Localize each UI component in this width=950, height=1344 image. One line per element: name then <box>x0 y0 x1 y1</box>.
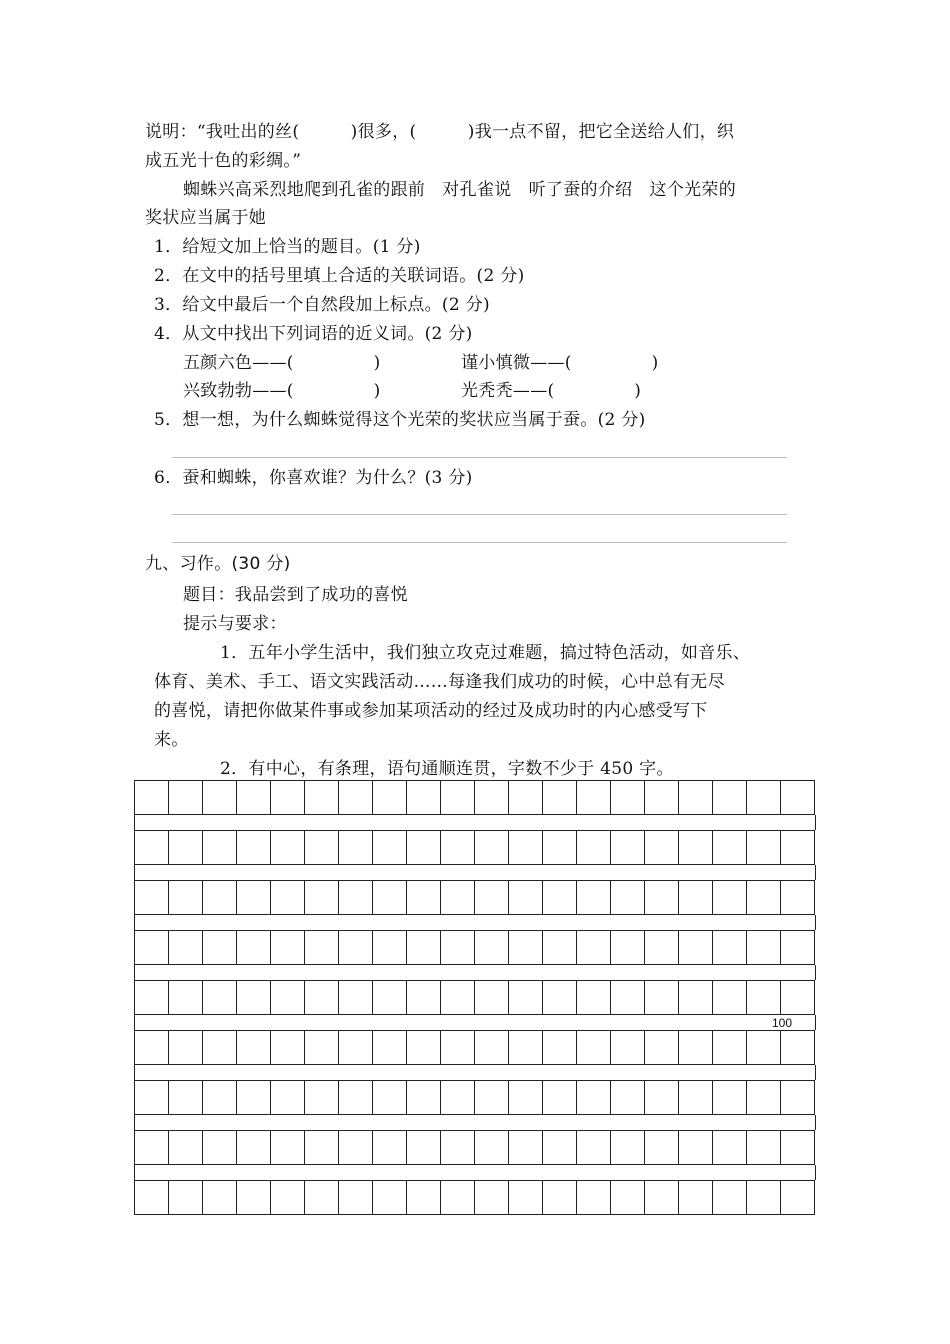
question-3: 3．给文中最后一个自然段加上标点。(2 分) <box>154 295 490 315</box>
grid-cell[interactable] <box>747 930 781 965</box>
grid-cell[interactable] <box>169 930 203 965</box>
grid-cell[interactable] <box>407 930 441 965</box>
composition-topic: 题目：我品尝到了成功的喜悦 <box>183 585 408 605</box>
grid-cell[interactable] <box>475 830 509 865</box>
grid-cell[interactable] <box>611 1080 645 1115</box>
grid-row <box>134 1030 815 1065</box>
grid-cell[interactable] <box>203 1080 237 1115</box>
grid-cell[interactable] <box>679 1080 713 1115</box>
grid-cell[interactable] <box>475 1180 509 1215</box>
grid-cell[interactable] <box>713 1030 747 1065</box>
grid-cell[interactable] <box>237 1180 271 1215</box>
grid-cell[interactable] <box>169 780 203 815</box>
grid-cell[interactable] <box>781 980 815 1015</box>
grid-cell[interactable] <box>237 1130 271 1165</box>
passage-line: 蜘蛛兴高采烈地爬到孔雀的跟前 对孔雀说 听了蚕的介绍 这个光荣的 <box>183 180 737 200</box>
grid-row-gap <box>134 865 816 880</box>
grid-cell[interactable] <box>679 930 713 965</box>
grid-cell[interactable] <box>237 830 271 865</box>
grid-cell[interactable] <box>441 1080 475 1115</box>
grid-cell[interactable] <box>509 780 543 815</box>
grid-cell[interactable] <box>577 930 611 965</box>
grid-cell[interactable] <box>679 780 713 815</box>
grid-cell[interactable] <box>169 1130 203 1165</box>
grid-cell[interactable] <box>475 880 509 915</box>
requirement-line: 1．五年小学生活中，我们独立攻克过难题，搞过特色活动，如音乐、 <box>220 643 751 663</box>
grid-cell[interactable] <box>237 980 271 1015</box>
grid-cell[interactable] <box>713 880 747 915</box>
grid-cell[interactable] <box>679 880 713 915</box>
grid-cell[interactable] <box>373 980 407 1015</box>
grid-cell[interactable] <box>271 880 305 915</box>
grid-cell[interactable] <box>237 930 271 965</box>
grid-cell[interactable] <box>339 1080 373 1115</box>
grid-cell[interactable] <box>747 830 781 865</box>
grid-cell[interactable] <box>611 830 645 865</box>
grid-cell[interactable] <box>339 1130 373 1165</box>
grid-cell[interactable] <box>271 1080 305 1115</box>
grid-cell[interactable] <box>543 1080 577 1115</box>
answer-line[interactable] <box>172 514 787 515</box>
grid-cell[interactable] <box>577 780 611 815</box>
grid-cell[interactable] <box>645 830 679 865</box>
grid-cell[interactable] <box>679 980 713 1015</box>
answer-line[interactable] <box>172 542 787 543</box>
grid-cell[interactable] <box>407 980 441 1015</box>
grid-cell[interactable] <box>203 880 237 915</box>
passage-line: 奖状应当属于她 <box>145 208 267 228</box>
grid-cell[interactable] <box>203 980 237 1015</box>
grid-row-gap <box>134 915 816 930</box>
passage-line: 成五光十色的彩绸。” <box>145 151 302 171</box>
requirement-line: 体育、美术、手工、语文实践活动……每逢我们成功的时候，心中总有无尽 <box>154 672 725 692</box>
question-5: 5．想一想，为什么蜘蛛觉得这个光荣的奖状应当属于蚕。(2 分) <box>154 410 646 430</box>
grid-cell[interactable] <box>543 1180 577 1215</box>
passage-line: 说明：“我吐出的丝( )很多，( )我一点不留，把它全送给人们，织 <box>145 122 735 142</box>
synonym-item: 光秃秃——( ) <box>461 381 642 401</box>
question-6: 6．蚕和蜘蛛，你喜欢谁？为什么？(3 分) <box>154 468 473 488</box>
grid-cell[interactable] <box>135 930 169 965</box>
grid-cell[interactable] <box>611 980 645 1015</box>
grid-cell[interactable] <box>135 830 169 865</box>
hint-label: 提示与要求： <box>183 614 287 634</box>
grid-cell[interactable] <box>747 1030 781 1065</box>
grid-cell[interactable] <box>441 980 475 1015</box>
grid-cell[interactable] <box>611 1030 645 1065</box>
grid-cell[interactable] <box>747 880 781 915</box>
grid-cell[interactable] <box>713 1180 747 1215</box>
grid-cell[interactable] <box>169 1080 203 1115</box>
word-count-mark: 100 <box>772 1016 793 1030</box>
grid-row <box>134 880 815 915</box>
grid-cell[interactable] <box>713 980 747 1015</box>
grid-cell[interactable] <box>441 830 475 865</box>
grid-cell[interactable] <box>747 1180 781 1215</box>
grid-cell[interactable] <box>543 780 577 815</box>
grid-row-gap <box>134 1115 816 1130</box>
grid-cell[interactable] <box>169 1030 203 1065</box>
grid-cell[interactable] <box>407 880 441 915</box>
grid-cell[interactable] <box>781 1030 815 1065</box>
grid-cell[interactable] <box>373 930 407 965</box>
grid-cell[interactable] <box>441 1030 475 1065</box>
grid-cell[interactable] <box>781 1130 815 1165</box>
grid-cell[interactable] <box>407 1030 441 1065</box>
grid-cell[interactable] <box>169 830 203 865</box>
grid-cell[interactable] <box>509 830 543 865</box>
grid-cell[interactable] <box>645 880 679 915</box>
grid-cell[interactable] <box>203 1030 237 1065</box>
grid-cell[interactable] <box>305 1130 339 1165</box>
grid-cell[interactable] <box>339 930 373 965</box>
grid-cell[interactable] <box>781 1080 815 1115</box>
grid-row <box>134 780 815 815</box>
grid-cell[interactable] <box>407 1080 441 1115</box>
grid-cell[interactable] <box>543 930 577 965</box>
grid-cell[interactable] <box>509 880 543 915</box>
grid-cell[interactable] <box>475 780 509 815</box>
grid-cell[interactable] <box>339 1180 373 1215</box>
grid-row <box>134 930 815 965</box>
grid-cell[interactable] <box>611 1180 645 1215</box>
grid-cell[interactable] <box>339 880 373 915</box>
grid-cell[interactable] <box>577 1130 611 1165</box>
grid-cell[interactable] <box>509 1180 543 1215</box>
question-4: 4．从文中找出下列词语的近义词。(2 分) <box>154 324 473 344</box>
grid-cell[interactable] <box>373 1130 407 1165</box>
grid-cell[interactable] <box>509 930 543 965</box>
synonym-item: 兴致勃勃——( ) <box>183 381 381 401</box>
grid-cell[interactable] <box>339 1030 373 1065</box>
grid-cell[interactable] <box>679 1180 713 1215</box>
grid-row-gap <box>134 1015 816 1030</box>
grid-cell[interactable] <box>203 930 237 965</box>
grid-cell[interactable] <box>169 980 203 1015</box>
grid-cell[interactable] <box>271 1180 305 1215</box>
requirement-line: 的喜悦，请把你做某件事或参加某项活动的经过及成功时的内心感受写下 <box>154 701 708 721</box>
grid-row-gap <box>134 965 816 980</box>
grid-cell[interactable] <box>781 880 815 915</box>
grid-cell[interactable] <box>577 1080 611 1115</box>
grid-cell[interactable] <box>203 830 237 865</box>
grid-cell[interactable] <box>339 980 373 1015</box>
grid-cell[interactable] <box>373 1180 407 1215</box>
grid-cell[interactable] <box>373 1030 407 1065</box>
grid-cell[interactable] <box>509 1030 543 1065</box>
grid-cell[interactable] <box>475 1130 509 1165</box>
grid-row <box>134 980 815 1015</box>
synonym-item: 谨小慎微——( ) <box>461 353 659 373</box>
grid-cell[interactable] <box>135 980 169 1015</box>
grid-cell[interactable] <box>441 780 475 815</box>
grid-cell[interactable] <box>747 1130 781 1165</box>
grid-cell[interactable] <box>543 880 577 915</box>
grid-cell[interactable] <box>577 830 611 865</box>
grid-cell[interactable] <box>747 1080 781 1115</box>
grid-cell[interactable] <box>781 930 815 965</box>
grid-cell[interactable] <box>679 830 713 865</box>
grid-row-gap <box>134 1065 816 1080</box>
grid-cell[interactable] <box>509 1080 543 1115</box>
grid-cell[interactable] <box>237 880 271 915</box>
grid-cell[interactable] <box>781 1180 815 1215</box>
grid-cell[interactable] <box>713 830 747 865</box>
grid-cell[interactable] <box>237 1030 271 1065</box>
grid-cell[interactable] <box>271 930 305 965</box>
grid-cell[interactable] <box>169 880 203 915</box>
grid-cell[interactable] <box>543 830 577 865</box>
grid-cell[interactable] <box>611 930 645 965</box>
grid-cell[interactable] <box>407 830 441 865</box>
grid-cell[interactable] <box>135 1030 169 1065</box>
grid-cell[interactable] <box>203 1130 237 1165</box>
requirement-line: 来。 <box>154 730 189 750</box>
grid-cell[interactable] <box>373 780 407 815</box>
grid-cell[interactable] <box>645 1030 679 1065</box>
grid-cell[interactable] <box>135 780 169 815</box>
grid-cell[interactable] <box>679 1130 713 1165</box>
grid-cell[interactable] <box>271 780 305 815</box>
grid-cell[interactable] <box>407 780 441 815</box>
grid-cell[interactable] <box>305 1030 339 1065</box>
synonym-item: 五颜六色——( ) <box>183 353 381 373</box>
grid-cell[interactable] <box>373 1080 407 1115</box>
grid-cell[interactable] <box>407 1180 441 1215</box>
grid-cell[interactable] <box>713 780 747 815</box>
grid-cell[interactable] <box>135 1180 169 1215</box>
grid-cell[interactable] <box>305 830 339 865</box>
grid-cell[interactable] <box>305 980 339 1015</box>
grid-cell[interactable] <box>305 1080 339 1115</box>
grid-cell[interactable] <box>577 1180 611 1215</box>
grid-cell[interactable] <box>441 930 475 965</box>
grid-cell[interactable] <box>475 980 509 1015</box>
grid-cell[interactable] <box>577 1030 611 1065</box>
grid-cell[interactable] <box>475 1080 509 1115</box>
grid-cell[interactable] <box>611 1130 645 1165</box>
grid-cell[interactable] <box>305 930 339 965</box>
grid-cell[interactable] <box>645 780 679 815</box>
grid-cell[interactable] <box>611 880 645 915</box>
grid-cell[interactable] <box>135 880 169 915</box>
grid-cell[interactable] <box>543 980 577 1015</box>
grid-cell[interactable] <box>747 780 781 815</box>
grid-cell[interactable] <box>271 1030 305 1065</box>
grid-cell[interactable] <box>237 780 271 815</box>
grid-cell[interactable] <box>441 1180 475 1215</box>
question-2: 2．在文中的括号里填上合适的关联词语。(2 分) <box>154 266 525 286</box>
grid-cell[interactable] <box>271 980 305 1015</box>
grid-cell[interactable] <box>713 1080 747 1115</box>
grid-cell[interactable] <box>305 880 339 915</box>
grid-cell[interactable] <box>373 830 407 865</box>
grid-cell[interactable] <box>373 880 407 915</box>
grid-cell[interactable] <box>339 780 373 815</box>
grid-cell[interactable] <box>203 780 237 815</box>
grid-cell[interactable] <box>611 780 645 815</box>
grid-cell[interactable] <box>441 1130 475 1165</box>
answer-line[interactable] <box>172 457 787 458</box>
grid-cell[interactable] <box>475 1030 509 1065</box>
grid-cell[interactable] <box>577 880 611 915</box>
grid-cell[interactable] <box>645 1080 679 1115</box>
grid-row <box>134 830 815 865</box>
grid-cell[interactable] <box>475 930 509 965</box>
grid-cell[interactable] <box>339 830 373 865</box>
grid-cell[interactable] <box>679 1030 713 1065</box>
question-1: 1．给短文加上恰当的题目。(1 分) <box>154 237 421 257</box>
grid-cell[interactable] <box>747 980 781 1015</box>
grid-cell[interactable] <box>645 1130 679 1165</box>
grid-cell[interactable] <box>441 880 475 915</box>
grid-cell[interactable] <box>577 980 611 1015</box>
grid-cell[interactable] <box>543 1030 577 1065</box>
grid-cell[interactable] <box>645 1180 679 1215</box>
grid-cell[interactable] <box>713 1130 747 1165</box>
section-heading: 九、习作。(30 分) <box>145 554 291 574</box>
grid-cell[interactable] <box>713 930 747 965</box>
grid-cell[interactable] <box>271 830 305 865</box>
grid-cell[interactable] <box>781 780 815 815</box>
grid-row-gap <box>134 815 816 830</box>
grid-cell[interactable] <box>135 1080 169 1115</box>
grid-cell[interactable] <box>645 930 679 965</box>
grid-cell[interactable] <box>135 1130 169 1165</box>
grid-cell[interactable] <box>305 1180 339 1215</box>
grid-cell[interactable] <box>237 1080 271 1115</box>
grid-cell[interactable] <box>645 980 679 1015</box>
grid-cell[interactable] <box>543 1130 577 1165</box>
grid-row-gap <box>134 1165 816 1180</box>
grid-cell[interactable] <box>509 1130 543 1165</box>
grid-cell[interactable] <box>169 1180 203 1215</box>
grid-cell[interactable] <box>271 1130 305 1165</box>
grid-row <box>134 1080 815 1115</box>
grid-cell[interactable] <box>203 1180 237 1215</box>
grid-cell[interactable] <box>407 1130 441 1165</box>
grid-cell[interactable] <box>781 830 815 865</box>
requirement-line: 2．有中心，有条理，语句通顺连贯，字数不少于 450 字。 <box>220 759 674 779</box>
grid-row <box>134 1180 815 1215</box>
grid-cell[interactable] <box>509 980 543 1015</box>
grid-row <box>134 1130 815 1165</box>
grid-cell[interactable] <box>305 780 339 815</box>
